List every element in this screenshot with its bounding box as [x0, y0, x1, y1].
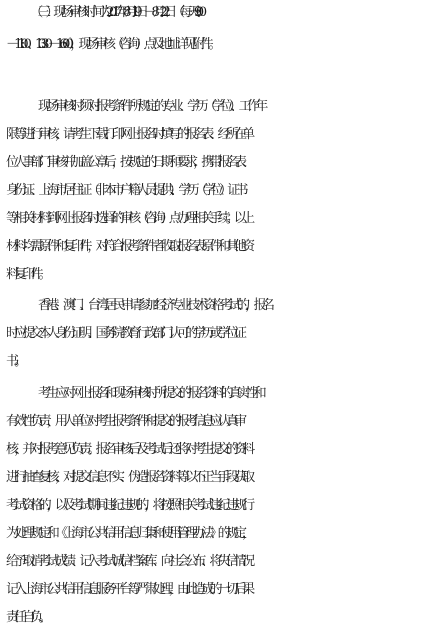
text-line: 身份证、上海市居住证（非本市户籍人员提供）、学历（学位）证书 [6, 183, 244, 198]
text-line: （三）现场审核时间为 2017 年 8 月 19 日－8 月 22 日（每天 9:00 [30, 5, 202, 20]
text-line: 核，并对报考意见负责。报名审核后及考试后还将对考生提交的资料 [6, 442, 251, 457]
text-line: 进行抽查复核，对提交信息不实、伪造报名资料等以不正当手段获取 [6, 470, 251, 485]
text-line: 时应提交本人身份证明、国务院教育行政部门认可的学历或学位证 [6, 326, 242, 341]
text-line: 考生应对网上报名和现场审核时所提交的报名资料的真实性和 [38, 386, 262, 401]
text-line: 料复印件。 [6, 267, 47, 282]
text-line: 有效性负责，用人单位对考生报考条件和提交的报考信息应认真审 [6, 414, 242, 429]
text-line: 考试资格的，以及考试期间违纪违规的，将按照相关考试违纪违规行 [6, 498, 251, 513]
text-line: 材料均需原件和复印件，对符合报考条件者收取报名表原件和其他资 [6, 239, 251, 254]
text-line: 为处理规定和《上海市公共信用信息归集和使用管理办法》的规定， [6, 526, 251, 541]
text-line: －11:00、13:30－16:00），现场审核（咨询）点及地址详见附件。 [6, 37, 217, 52]
text-line: 责任自负。 [6, 610, 47, 625]
text-line: 现场审核时须对报考条件所规定的专业、学历（学位）、工作年 [38, 99, 264, 114]
text-line: 给予取消考试成绩、记入考试诚信档案库、向社会公布、将失信情况 [6, 554, 251, 569]
text-line: 记入上海市公共信用信息服务平台等严肃处理，由此造成的一切后果 [6, 582, 251, 597]
text-line: 位人事部门审核并加盖公章后，按规定的日期和要求，携带报名表、 [6, 155, 251, 170]
text-line: 书。 [6, 354, 23, 369]
text-line: 限等进行审核，请考生下载打印网上报名时填写的报名表、经所在单 [6, 127, 251, 142]
text-line: 香港、澳门、台湾居民申请参加经济专业技术资格考试的，报名 [38, 298, 271, 313]
text-line: 等相关材料到网上报名时选择的审核（咨询）点办理相关手续。以上 [6, 211, 251, 226]
